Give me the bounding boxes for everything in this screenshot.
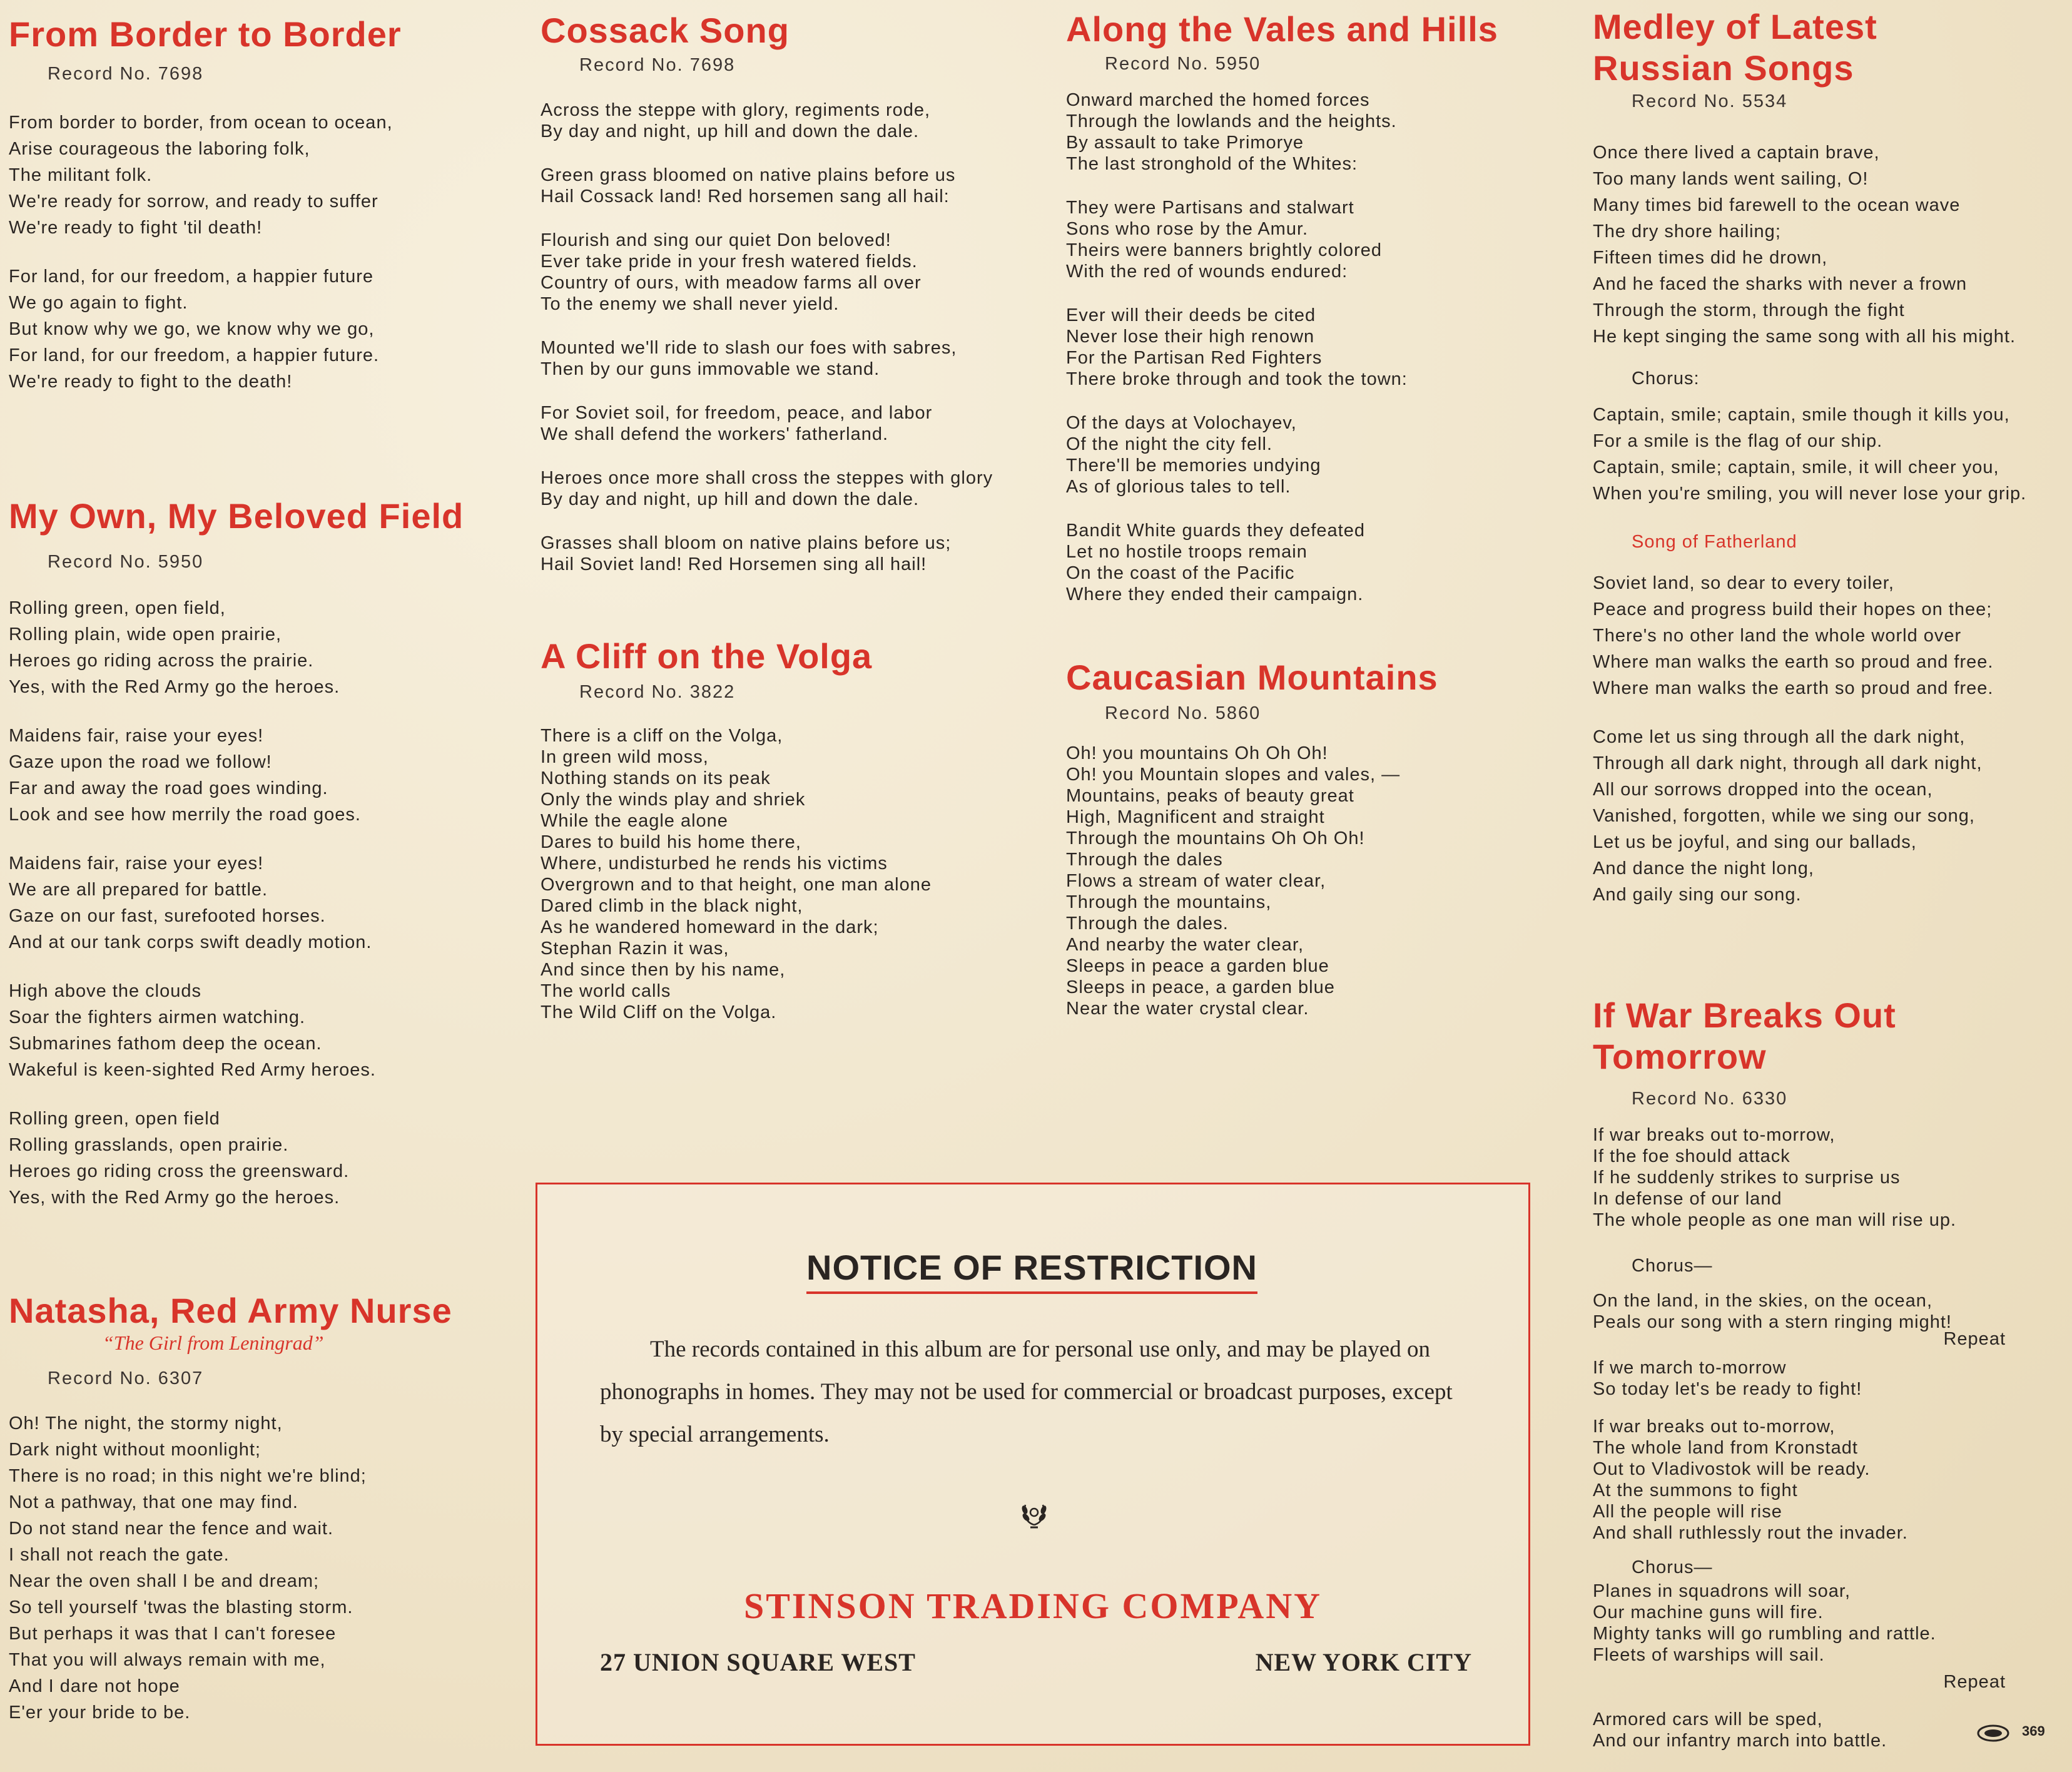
lyric-line: For the Partisan Red Fighters: [1066, 348, 1323, 368]
song-title: Cossack Song: [541, 11, 790, 50]
lyric-line: Overgrown and to that height, one man alone: [541, 875, 932, 895]
record-number: Record No. 6330: [1632, 1089, 1788, 1109]
lyric-line: And gaily sing our song.: [1593, 885, 1802, 905]
lyric-line: Look and see how merrily the road goes.: [9, 805, 361, 825]
lyric-line: Oh! The night, the stormy night,: [9, 1413, 283, 1433]
lyric-line: Grasses shall bloom on native plains before us;: [541, 533, 952, 553]
lyric-line: At the summons to fight: [1593, 1480, 1798, 1500]
lyric-line: Armored cars will be sped,: [1593, 1709, 1823, 1729]
lyric-line: If war breaks out to-morrow,: [1593, 1125, 1836, 1145]
company-name: STINSON TRADING COMPANY: [743, 1586, 1323, 1626]
lyric-line: Oh! you Mountain slopes and vales, —: [1066, 765, 1401, 785]
song-title: Medley of Latest Russian Songs: [1593, 7, 1877, 88]
lyric-line: For land, for our freedom, a happier future: [9, 267, 374, 287]
chorus-label: Chorus—: [1632, 1557, 1713, 1577]
lyric-line: Ever will their deeds be cited: [1066, 305, 1316, 325]
lyric-line: Captain, smile; captain, smile though it kills you,: [1593, 405, 2010, 425]
lyric-line: Vanished, forgotten, while we sing our song,: [1593, 806, 1975, 826]
lyric-line: Mountains, peaks of beauty great: [1066, 786, 1354, 806]
lyric-line: By day and night, up hill and down the dale.: [541, 121, 920, 141]
lyric-line: And I dare not hope: [9, 1676, 180, 1696]
lyric-line: Many times bid farewell to the ocean wave: [1593, 195, 1961, 215]
song-of-fatherland-label: Song of Fatherland: [1632, 532, 1797, 552]
lyric-line: Dared climb in the black night,: [541, 896, 803, 916]
lyric-line: So today let's be ready to fight!: [1593, 1379, 1862, 1399]
lyric-line: Only the winds play and shriek: [541, 790, 806, 810]
lyric-line: All our sorrows dropped into the ocean,: [1593, 780, 1933, 800]
song-if-war-breaks-out-tomorrow: [1593, 995, 2006, 1751]
song-title: A Cliff on the Volga: [541, 636, 873, 676]
laurel-wreath-icon: [1019, 1497, 1049, 1533]
lyric-line: Stephan Razin it was,: [541, 939, 729, 959]
stanza: [541, 532, 1041, 575]
record-number: Record No. 3822: [579, 682, 736, 702]
lyric-line: Once there lived a captain brave,: [1593, 143, 1880, 163]
lyric-line: Soviet land, so dear to every toiler,: [1593, 573, 1894, 593]
lyric-line: They were Partisans and stalwart: [1066, 198, 1354, 218]
song-caucasian-mountains: [1066, 657, 1438, 1042]
song-lyrics: [1066, 89, 1541, 605]
lyric-line: Through the dales.: [1066, 914, 1229, 934]
stanza: [1066, 305, 1541, 390]
lyric-line: Planes in squadrons will soar,: [1593, 1581, 1851, 1601]
lyric-line: He kept singing the same song with all his might.: [1593, 327, 2016, 347]
lyric-line: The Wild Cliff on the Volga.: [541, 1002, 777, 1022]
lyric-line: The militant folk.: [9, 165, 153, 185]
lyric-line: Wakeful is keen-sighted Red Army heroes.: [9, 1060, 376, 1080]
column-1: [9, 14, 497, 1723]
chorus-1: [1593, 1290, 2006, 1333]
lyric-line: Heroes once more shall cross the steppes with glory: [541, 468, 993, 488]
lyric-line: So tell yourself 'twas the blasting storm.: [9, 1597, 353, 1617]
lyric-line: Fleets of warships will sail.: [1593, 1645, 1825, 1665]
lyric-line: Rolling grasslands, open prairie.: [9, 1135, 289, 1155]
lyric-line: E'er your bride to be.: [9, 1703, 191, 1723]
printer-mark: [1977, 1723, 2045, 1746]
lyric-line: Near the oven shall I be and dream;: [9, 1571, 320, 1591]
lyric-line: Mounted we'll ride to slash our foes with sabres,: [541, 338, 957, 358]
lyric-line: Peace and progress build their hopes on thee;: [1593, 599, 1993, 619]
song-medley-of-latest-russian-songs: [1593, 6, 2068, 908]
lyric-line: Theirs were banners brightly colored: [1066, 240, 1383, 260]
lyric-line: Gaze on our fast, surefooted horses.: [9, 906, 326, 926]
lyric-line: Let no hostile troops remain: [1066, 542, 1308, 562]
chorus-label: Chorus:: [1632, 369, 1700, 389]
stanza: [1593, 724, 2068, 908]
stanza: [1066, 520, 1541, 605]
lyric-line: With the red of wounds endured:: [1066, 262, 1348, 282]
lyric-line: Dares to build his home there,: [541, 832, 801, 852]
notice-title: NOTICE OF RESTRICTION: [806, 1247, 1257, 1294]
song-along-the-vales-and-hills: [1066, 9, 1541, 605]
stanza: [1593, 570, 2068, 701]
lyric-line: The whole people as one man will rise up.: [1593, 1210, 1957, 1230]
lyric-line: Then by our guns immovable we stand.: [541, 359, 880, 379]
lyric-line: Do not stand near the fence and wait.: [9, 1519, 334, 1539]
lyric-line: Submarines fathom deep the ocean.: [9, 1034, 322, 1054]
lyric-line: Where man walks the earth so proud and free.: [1593, 652, 1994, 672]
song-from-border-to-border: [9, 14, 497, 395]
lyric-line: And our infantry march into battle.: [1593, 1731, 1887, 1751]
song-verse: [1593, 140, 2068, 350]
lyric-line: We're ready to fight to the death!: [9, 372, 293, 392]
lyric-line: I shall not reach the gate.: [9, 1545, 230, 1565]
lyric-line: On the coast of the Pacific: [1066, 563, 1295, 583]
record-number: Record No. 5534: [1632, 91, 1788, 111]
lyric-line: Rolling green, open field,: [9, 598, 226, 618]
lyric-line: And at our tank corps swift deadly motion.: [9, 932, 372, 952]
lyric-line: Too many lands went sailing, O!: [1593, 169, 1869, 189]
song-title: From Border to Border: [9, 14, 402, 54]
lyric-line: There is no road; in this night we're blind;: [9, 1466, 367, 1486]
lyric-line: Come let us sing through all the dark night,: [1593, 727, 1966, 747]
stanza: [1066, 412, 1541, 497]
lyric-line: Through the dales: [1066, 850, 1223, 870]
song-natasha-red-army-nurse: [9, 1290, 452, 1748]
lyric-line: On the land, in the skies, on the ocean,: [1593, 1291, 1932, 1311]
lyric-line: Green grass bloomed on native plains before us: [541, 165, 956, 185]
lyric-line: From border to border, from ocean to ocean,: [9, 113, 393, 133]
lyric-line: Heroes go riding across the prairie.: [9, 651, 314, 671]
stanza: [9, 109, 497, 241]
lyric-line: If war breaks out to-morrow,: [1593, 1417, 1836, 1437]
lyric-line: In defense of our land: [1593, 1189, 1782, 1209]
record-number: Record No. 5860: [1105, 703, 1261, 723]
song-lyrics: [541, 99, 1041, 575]
lyric-line: Nothing stands on its peak: [541, 768, 771, 788]
song-title: If War Breaks Out Tomorrow: [1593, 995, 1896, 1076]
song-lyrics: [541, 725, 932, 1023]
lyric-line: The dry shore hailing;: [1593, 222, 1781, 242]
lyric-line: There is a cliff on the Volga,: [541, 726, 783, 746]
song-title: Along the Vales and Hills: [1066, 9, 1498, 49]
lyric-line: For land, for our freedom, a happier future.: [9, 345, 380, 365]
repeat-mark: Repeat: [1943, 1329, 2006, 1349]
lyric-line: Bandit White guards they defeated: [1066, 521, 1365, 541]
stanza: [9, 850, 464, 955]
lyric-line: Soar the fighters airmen watching.: [9, 1007, 306, 1027]
lyric-line: Sleeps in peace, a garden blue: [1066, 977, 1335, 997]
lyric-line: Our machine guns will fire.: [1593, 1602, 1824, 1622]
lyric-line: Oh! you mountains Oh Oh Oh!: [1066, 743, 1328, 763]
lyric-line: Where, undisturbed he rends his victims: [541, 853, 888, 873]
song-lyrics: [9, 109, 497, 395]
stanza: [541, 402, 1041, 445]
lyric-line: Arise courageous the laboring folk,: [9, 139, 310, 159]
lyric-line: Rolling plain, wide open prairie,: [9, 624, 282, 644]
stanza: [9, 723, 464, 828]
song-my-own-my-beloved-field: [9, 496, 464, 1233]
lyric-line: Across the steppe with glory, regiments rode,: [541, 100, 931, 120]
lyric-line: There broke through and took the town:: [1066, 369, 1408, 389]
lyric-line: Maidens fair, raise your eyes!: [9, 726, 264, 746]
record-number: Record No. 6307: [48, 1368, 204, 1388]
company-city: NEW YORK CITY: [1255, 1648, 1472, 1676]
stanza: [1066, 197, 1541, 282]
stanza: [541, 725, 932, 1023]
lyric-line: And dance the night long,: [1593, 858, 1814, 878]
lyric-line: As of glorious tales to tell.: [1066, 477, 1291, 497]
verse-4: [1593, 1709, 2006, 1751]
record-number: Record No. 7698: [579, 55, 736, 75]
lyric-line: And since then by his name,: [541, 960, 786, 980]
lyric-line: Through the mountains,: [1066, 892, 1272, 912]
lyric-line: Not a pathway, that one may find.: [9, 1492, 298, 1512]
lyric-line: Rolling green, open field: [9, 1109, 220, 1129]
lyric-line: Heroes go riding cross the greensward.: [9, 1161, 350, 1181]
record-number: Record No. 7698: [48, 64, 204, 84]
lyric-line: And he faced the sharks with never a frown: [1593, 274, 1968, 294]
lyric-line: Yes, with the Red Army go the heroes.: [9, 677, 340, 697]
lyric-line: To the enemy we shall never yield.: [541, 294, 840, 314]
lyric-line: Onward marched the homed forces: [1066, 90, 1370, 110]
lyric-line: If we march to-morrow: [1593, 1358, 1787, 1378]
lyric-line: Out to Vladivostok will be ready.: [1593, 1459, 1871, 1479]
lyric-line: Country of ours, with meadow farms all over: [541, 273, 922, 293]
lyric-line: Captain, smile; captain, smile, it will cheer you,: [1593, 457, 1999, 477]
lyric-line: If he suddenly strikes to surprise us: [1593, 1168, 1901, 1188]
song-title: Natasha, Red Army Nurse: [9, 1291, 452, 1330]
lyric-line: Yes, with the Red Army go the heroes.: [9, 1188, 340, 1208]
repeat-mark: Repeat: [1943, 1672, 2006, 1692]
column-3: [1066, 9, 1541, 1019]
lyric-line: Mighty tanks will go rumbling and rattle.: [1593, 1624, 1936, 1644]
stanza: [9, 1410, 452, 1726]
notice-of-restriction-box: [536, 1183, 1530, 1746]
lyric-line: The whole land from Kronstadt: [1593, 1438, 1858, 1458]
stanza: [1066, 743, 1438, 1019]
lyric-line: We're ready for sorrow, and ready to suffer: [9, 191, 378, 211]
stanza: [9, 1106, 464, 1211]
song-lyrics: [9, 1410, 452, 1726]
lyric-line: Gaze upon the road we follow!: [9, 752, 272, 772]
lyric-line: There's no other land the whole world over: [1593, 626, 1962, 646]
stanza: [541, 99, 1041, 142]
song-title: My Own, My Beloved Field: [9, 496, 464, 536]
stanza: [9, 263, 497, 395]
song-lyrics: [1066, 743, 1438, 1019]
lyric-line: Flows a stream of water clear,: [1066, 871, 1326, 891]
lyric-line: If the foe should attack: [1593, 1146, 1790, 1166]
lyric-line: Near the water crystal clear.: [1066, 999, 1309, 1019]
lyric-line: Sons who rose by the Amur.: [1066, 219, 1309, 239]
lyric-line: Hail Soviet land! Red Horsemen sing all hail!: [541, 554, 927, 574]
lyric-line: The world calls: [541, 981, 671, 1001]
lyric-line: Ever take pride in your fresh watered fields.: [541, 252, 918, 272]
stanza: [541, 467, 1041, 510]
lyric-line: Of the night the city fell.: [1066, 434, 1273, 454]
lyric-line: Never lose their high renown: [1066, 327, 1315, 347]
song-title: Caucasian Mountains: [1066, 658, 1438, 697]
lyric-line: As he wandered homeward in the dark;: [541, 917, 879, 937]
lyric-line: By day and night, up hill and down the dale.: [541, 489, 920, 509]
verse-2: [1593, 1357, 2006, 1400]
song-of-fatherland-lyrics: [1593, 570, 2068, 908]
company-street-address: 27 UNION SQUARE WEST: [600, 1648, 916, 1676]
lyric-line: Hail Cossack land! Red horsemen sang all hail:: [541, 186, 950, 206]
song-lyrics: [9, 595, 464, 1211]
lyric-line: Through the lowlands and the heights.: [1066, 111, 1397, 131]
lyric-line: While the eagle alone: [541, 811, 728, 831]
stanza: [541, 230, 1041, 315]
lyric-line: There'll be memories undying: [1066, 456, 1321, 476]
lyric-line: Peals our song with a stern ringing might!: [1593, 1312, 1952, 1332]
lyric-line: In green wild moss,: [541, 747, 709, 767]
chorus-label: Chorus—: [1632, 1256, 1713, 1276]
lyric-line: By assault to take Primorye: [1066, 133, 1304, 153]
stanza: [9, 595, 464, 700]
lyric-line: We are all prepared for battle.: [9, 880, 268, 900]
lyric-line: High, Magnificent and straight: [1066, 807, 1325, 827]
lyric-line: High above the clouds: [9, 981, 201, 1001]
lyric-line: Through all dark night, through all dark night,: [1593, 753, 1983, 773]
printer-code: 369: [2022, 1723, 2045, 1739]
lyric-line: Maidens fair, raise your eyes!: [9, 853, 264, 873]
lyric-line: And nearby the water clear,: [1066, 935, 1304, 955]
lyric-line: Through the storm, through the fight: [1593, 300, 1905, 320]
lyric-line: When you're smiling, you will never lose your grip.: [1593, 484, 2027, 504]
lyric-line: Fifteen times did he drown,: [1593, 248, 1828, 268]
lyric-line: Through the mountains Oh Oh Oh!: [1066, 828, 1365, 848]
chorus-2: [1593, 1581, 2006, 1666]
lyric-line: But perhaps it was that I can't foresee: [9, 1624, 337, 1644]
verse-3: [1593, 1416, 2006, 1544]
stanza: [9, 978, 464, 1083]
lyric-line: We shall defend the workers' fatherland.: [541, 424, 889, 444]
song-subtitle: “The Girl from Leningrad”: [103, 1332, 324, 1354]
song-a-cliff-on-the-volga: [541, 636, 932, 1046]
stanza: [541, 165, 1041, 207]
lyric-line: Sleeps in peace a garden blue: [1066, 956, 1329, 976]
lyric-line: Where they ended their campaign.: [1066, 584, 1364, 604]
lyric-line: Of the days at Volochayev,: [1066, 413, 1297, 433]
printer-logo-icon: [1977, 1723, 2021, 1743]
lyric-line: Where man walks the earth so proud and free.: [1593, 678, 1994, 698]
lyric-line: We go again to fight.: [9, 293, 188, 313]
record-number: Record No. 5950: [48, 552, 204, 572]
lyric-line: Flourish and sing our quiet Don beloved!: [541, 230, 891, 250]
column-2: [541, 10, 1041, 1022]
lyric-line: And shall ruthlessly rout the invader.: [1593, 1523, 1908, 1543]
lyric-line: We're ready to fight 'til death!: [9, 218, 263, 238]
lyric-line: For a smile is the flag of our ship.: [1593, 431, 1883, 451]
record-number: Record No. 5950: [1105, 54, 1261, 74]
lyric-line: That you will always remain with me,: [9, 1650, 326, 1670]
song-cossack-song: [541, 10, 1041, 575]
lyric-line: But know why we go, we know why we go,: [9, 319, 375, 339]
lyric-line: For Soviet soil, for freedom, peace, and labor: [541, 403, 933, 423]
stanza: [1066, 89, 1541, 175]
lyric-line: Let us be joyful, and sing our ballads,: [1593, 832, 1917, 852]
song-chorus: [1593, 402, 2068, 507]
stanza: [541, 337, 1041, 380]
lyric-line: All the people will rise: [1593, 1502, 1782, 1522]
verse-1: [1593, 1124, 2006, 1231]
lyric-line: Far and away the road goes winding.: [9, 778, 328, 798]
notice-body: The records contained in this album are for personal use only, and may be played on phonographs in homes. They may not be used for commercial or broadcast purposes, except by special arrangements.: [600, 1337, 1453, 1447]
lyric-line: The last stronghold of the Whites:: [1066, 154, 1358, 174]
lyric-line: Dark night without moonlight;: [9, 1440, 261, 1460]
